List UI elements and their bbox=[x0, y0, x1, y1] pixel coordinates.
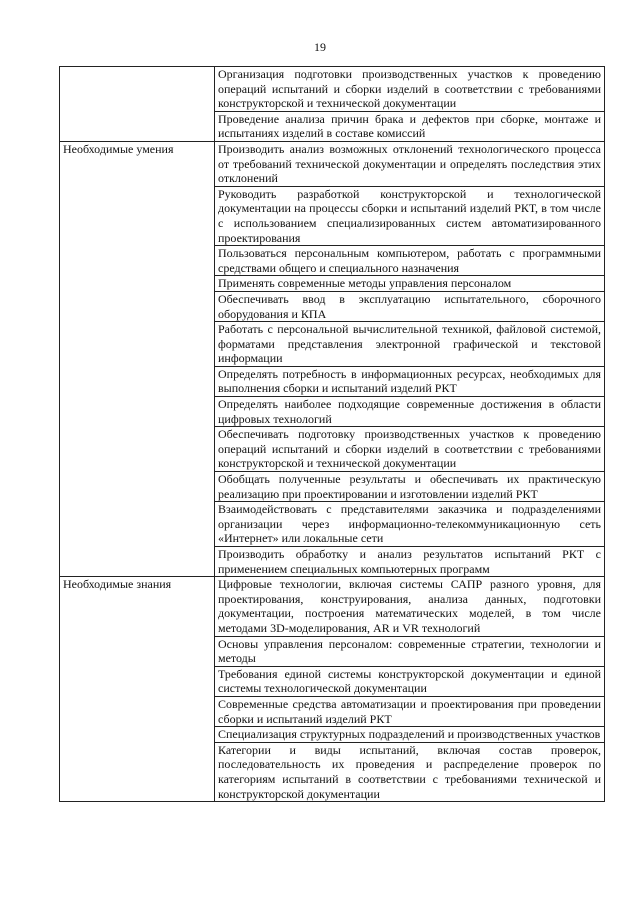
requirement-cell: Основы управления персоналом: современные стратегии, технологии и методы bbox=[215, 636, 605, 666]
requirement-cell: Производить анализ возможных отклонений технологического процесса от требований технической документации и определять последствия этих отклонений bbox=[215, 141, 605, 186]
section-label: Необходимые знания bbox=[60, 577, 215, 802]
requirement-cell: Производить обработку и анализ результатов испытаний РКТ с применением специальных компьютерных программ bbox=[215, 547, 605, 577]
section-label bbox=[60, 67, 215, 142]
requirement-cell: Организация подготовки производственных участков к проведению операций испытаний и сборки изделий в соответствии с требованиями конструкторской и технической документации bbox=[215, 67, 605, 112]
requirement-cell: Определять наиболее подходящие современные достижения в области цифровых технологий bbox=[215, 397, 605, 427]
requirement-cell: Цифровые технологии, включая системы САПР разного уровня, для проектирования, конструирования, анализа данных, подготовки документации, построения математических моделей, в том числе методами 3D-моделирования, AR и VR технологий bbox=[215, 577, 605, 636]
requirement-cell: Пользоваться персональным компьютером, работать с программными средствами общего и специального назначения bbox=[215, 246, 605, 276]
requirement-cell: Работать с персональной вычислительной техникой, файловой системой, форматами представления электронной графической и текстовой информации bbox=[215, 322, 605, 367]
page-number: 19 bbox=[314, 40, 326, 54]
requirement-cell: Обобщать полученные результаты и обеспечивать их практическую реализацию при проектировании и изготовлении изделий РКТ bbox=[215, 472, 605, 502]
competency-table bbox=[59, 66, 605, 802]
requirement-cell: Обеспечивать подготовку производственных участков к проведению операций испытаний и сборки изделий в соответствии с требованиями конструкторской и технической документации bbox=[215, 427, 605, 472]
requirement-cell: Применять современные методы управления персоналом bbox=[215, 276, 605, 292]
table-row bbox=[60, 577, 605, 636]
requirement-cell: Руководить разработкой конструкторской и технологической документации на процессы сборки и испытаний изделий РКТ, в том числе с использованием специализированных систем автоматизированного проектирования bbox=[215, 186, 605, 245]
requirement-cell: Определять потребность в информационных ресурсах, необходимых для выполнения сборки и испытаний изделий РКТ bbox=[215, 366, 605, 396]
requirement-cell: Категории и виды испытаний, включая состав проверок, последовательность их проведения и распределение проверок по категориям испытаний в соответствии с требованиями технической и конструкторской документации bbox=[215, 742, 605, 801]
table-row bbox=[60, 67, 605, 112]
competency-table-body bbox=[60, 67, 605, 802]
section-label: Необходимые умения bbox=[60, 141, 215, 576]
requirement-cell: Обеспечивать ввод в эксплуатацию испытательного, сборочного оборудования и КПА bbox=[215, 291, 605, 321]
requirement-cell: Проведение анализа причин брака и дефектов при сборке, монтаже и испытаниях изделий в составе комиссий bbox=[215, 111, 605, 141]
table-row bbox=[60, 141, 605, 186]
requirement-cell: Современные средства автоматизации и проектирования при проведении сборки и испытаний изделий РКТ bbox=[215, 696, 605, 726]
requirement-cell: Требования единой системы конструкторской документации и единой системы технологической документации bbox=[215, 666, 605, 696]
requirement-cell: Специализация структурных подразделений и производственных участков bbox=[215, 727, 605, 743]
requirement-cell: Взаимодействовать с представителями заказчика и подразделениями организации через информационно-телекоммуникационную сеть «Интернет» или локальные сети bbox=[215, 502, 605, 547]
